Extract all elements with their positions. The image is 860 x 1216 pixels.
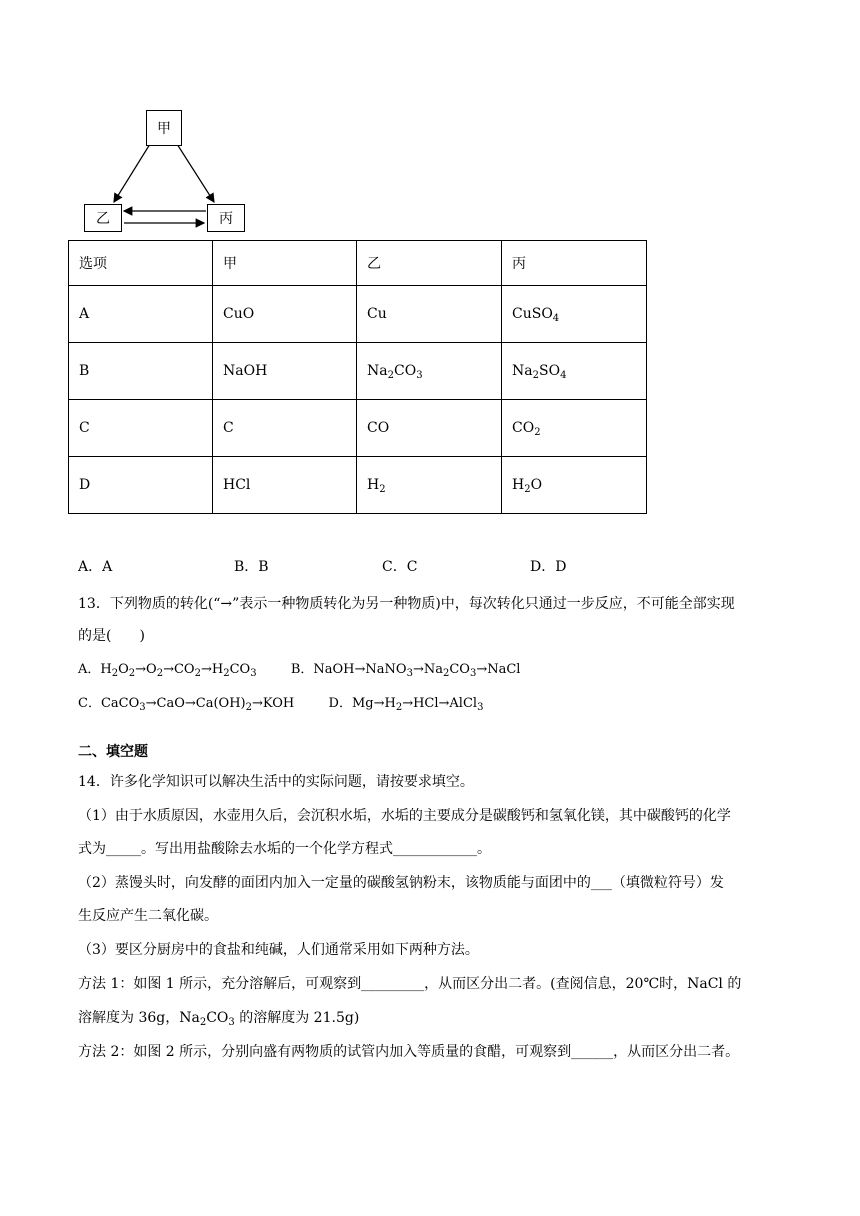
box-yi-label: 乙 [96,211,110,227]
row-c-bing [502,400,647,457]
table-row [69,400,647,457]
row-d-jia: HCl [213,457,357,514]
row-d-option: D [69,457,213,514]
row-b-bing-p1: Na [512,363,533,379]
q14-method1-line1: 方法 1：如图 1 所示，充分溶解后，可观察到_________，从而区分出二者。(查阅信息，20℃时，NaCl 的 [78,976,742,992]
row-a-bing [502,286,647,343]
q14-method2-line1: 方法 2：如图 2 所示，分别向盛有两物质的试管内加入等质量的食醋，可观察到______，从而区分出二者。 [78,1044,740,1060]
row-b-option: B [69,343,213,400]
q14-p2-line1: （2）蒸馒头时，向发酵的面团内加入一定量的碳酸氢钠粉末，该物质能与面团中的___（填微粒符号）发 [78,875,724,891]
row-b-yi-p2: CO [393,363,417,379]
q13-option-d: D．$Mg\to H_2\to HCl\to AlCl_3$ [328,696,484,713]
row-b-jia: NaOH [213,343,357,400]
header-jia: 甲 [213,241,357,286]
row-b-yi-s1: 2 [387,370,394,381]
q13-options-cd [78,692,483,711]
q12-choice-a: A．A [78,559,113,575]
row-b-bing-p2: SO [538,363,561,379]
row-d-yi-main: H [367,477,380,493]
table-row [69,457,647,514]
q12-choice-c: C．C [382,559,418,575]
q14-p1-line1: （1）由于水质原因，水壶用久后，会沉积水垢，水垢的主要成分是碳酸钙和氢氧化镁，其中碳酸钙的化学 [78,808,731,824]
q13-option-a: A．$H_2O_2\to O_2\to CO_2\to H_2CO_3$ [78,662,257,679]
box-jia-label: 甲 [157,121,171,137]
q14-p1-line2: 式为_____。写出用盐酸除去水垢的一个化学方程式____________。 [78,841,491,857]
q14-stem: 14．许多化学知识可以解决生活中的实际问题，请按要求填空。 [78,774,474,790]
row-d-bing-s1: 2 [524,484,531,495]
q14-p3-line1: （3）要区分厨房中的食盐和纯碱，人们通常采用如下两种方法。 [78,942,479,958]
diagram-arrows [0,0,860,240]
row-c-yi: CO [357,400,502,457]
table-row [69,286,647,343]
m1-line2-part-b: CO [206,1010,229,1026]
q13-option-b: B．$NaOH\to NaNO_3\to Na_2CO_3\to NaCl$ [290,662,521,679]
q13-option-c: C．$CaCO_3\to CaO\to Ca(OH)_2\to KOH$ [78,696,295,713]
table-row [69,343,647,400]
row-c-bing-main: CO [512,420,535,436]
arrow-jia-to-yi [114,144,150,202]
box-jia [146,110,182,146]
row-d-bing [502,457,647,514]
q12-choice-d: D．D [530,559,567,575]
row-a-option: A [69,286,213,343]
header-option: 选项 [69,241,213,286]
q13-a-prefix: A．H [78,662,112,677]
row-c-bing-sub: 2 [534,427,541,438]
row-b-yi-p1: Na [367,363,388,379]
row-a-jia: CuO [213,286,357,343]
header-bing: 丙 [502,241,647,286]
row-a-bing-main: CuSO [512,306,553,322]
q13-options-ab [78,658,520,677]
q13-stem-line1: 13．下列物质的转化(“→”表示一种物质转化为另一种物质)中，每次转化只通过一步反应，不可能全部实现 [78,596,735,612]
row-c-option: C [69,400,213,457]
conversion-diagram [0,0,860,240]
q13-d-prefix: D．Mg→H [328,696,396,711]
row-b-bing-s2: 4 [560,370,567,381]
header-yi: 乙 [357,241,502,286]
box-bing-label: 丙 [219,211,233,227]
arrow-jia-to-bing [177,144,214,202]
row-b-yi-s2: 3 [416,370,423,381]
q14-p2-line2: 生反应产生二氧化碳。 [78,908,218,924]
table-header-row [69,241,647,286]
q12-choice-b: B．B [234,559,269,575]
box-yi [84,204,122,232]
section-title: 二、填空题 [78,744,148,760]
q13-c-prefix: C．CaCO [78,696,140,711]
row-d-yi [357,457,502,514]
row-c-jia: C [213,400,357,457]
q14-method1-line2: 溶解度为 36g，$Na_2CO_3$ 的溶解度为 21.5g) [78,1010,360,1028]
row-b-bing [502,343,647,400]
row-d-yi-sub: 2 [379,484,386,495]
options-table [68,240,647,514]
row-d-bing-p1: H [512,477,525,493]
q13-stem-line2: 的是( ) [78,628,145,644]
q13-b-prefix: B．NaOH→NaNO [290,662,407,677]
row-a-yi: Cu [357,286,502,343]
q12-choices [78,556,566,576]
row-d-bing-p2: O [530,477,543,493]
m1-line2-part-c: 的溶解度为 21.5g) [239,1010,360,1026]
row-b-bing-s1: 2 [532,370,539,381]
row-a-bing-sub: 4 [552,313,560,324]
row-b-yi [357,343,502,400]
m1-line2-part-a: 溶解度为 36g，Na [78,1010,200,1026]
box-bing [207,204,245,232]
